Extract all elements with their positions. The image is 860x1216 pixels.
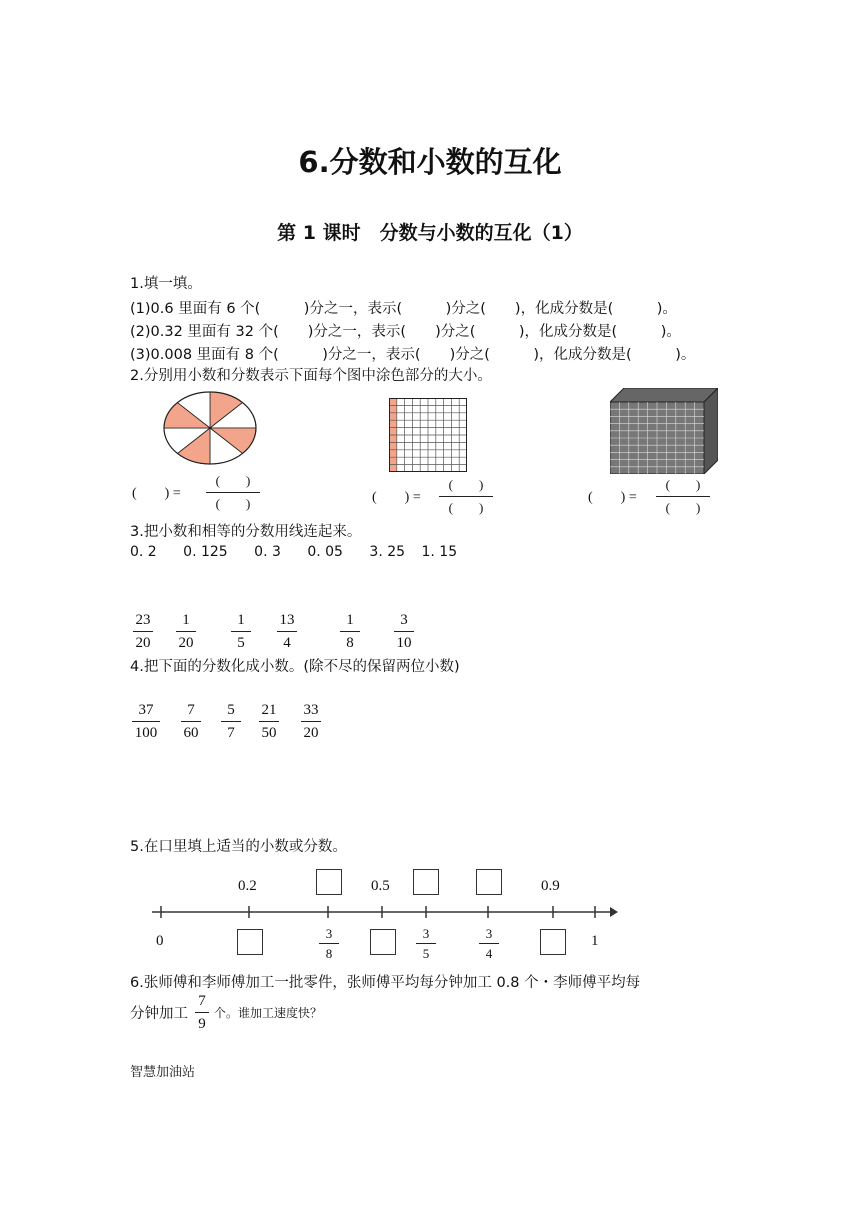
- top-label: 0.9: [541, 878, 560, 894]
- q3-decimals-row: [130, 544, 457, 560]
- q1-line-3: (3)0.008 里面有 8 个( )分之一，表示( )分之( )，化成分数是( )。: [130, 347, 696, 363]
- number-line: [148, 898, 620, 928]
- page-title: 6.分数和小数的互化: [298, 145, 562, 179]
- shaded-circle-figure: [160, 388, 260, 468]
- q5-heading: 5.在口里填上适当的小数或分数。: [130, 839, 347, 855]
- answer-fraction-1[interactable]: ( ) ( ): [203, 472, 263, 513]
- answer-box[interactable]: [237, 929, 263, 955]
- answer-fraction-2[interactable]: ( ) ( ): [436, 476, 496, 517]
- decimal-item[interactable]: 0. 05: [307, 544, 343, 560]
- decimal-item[interactable]: 1. 15: [421, 544, 458, 560]
- bottom-fraction: 3 8: [316, 926, 342, 961]
- q3-fraction-1[interactable]: 23 20: [130, 611, 156, 652]
- q6-line-1: 6.张师傅和李师傅加工一批零件，张师傅平均每分钟加工 0.8 个・李师傅平均每: [130, 975, 641, 991]
- footer-label: 智慧加油站: [130, 1065, 196, 1080]
- decimal-item[interactable]: 3. 25: [369, 544, 406, 560]
- top-label: 0.5: [371, 878, 390, 894]
- q1-line-1: (1)0.6 里面有 6 个( )分之一，表示( )分之( )，化成分数是( )。: [130, 301, 677, 317]
- answer-fraction-3[interactable]: ( ) ( ): [653, 476, 713, 517]
- q1-heading: 1.填一填。: [130, 276, 202, 292]
- decimal-item[interactable]: 0. 2: [130, 544, 157, 560]
- answer-box[interactable]: [413, 869, 439, 895]
- answer-blank-3[interactable]: ( ) =: [588, 490, 637, 505]
- top-label: 0.2: [238, 878, 257, 894]
- thousand-cube-figure: [610, 388, 718, 474]
- q4-heading: 4.把下面的分数化成小数。(除不尽的保留两位小数): [130, 659, 460, 675]
- answer-box[interactable]: [370, 929, 396, 955]
- q4-fraction-3: 5 7: [218, 701, 244, 742]
- q4-fraction-4: 21 50: [256, 701, 282, 742]
- q3-fraction-2[interactable]: 1 20: [173, 611, 199, 652]
- answer-blank-2[interactable]: ( ) =: [372, 490, 421, 505]
- q4-fraction-2: 7 60: [178, 701, 204, 742]
- q6-line-2-pre: 分钟加工: [130, 1006, 188, 1022]
- q4-fraction-1: 37 100: [129, 701, 163, 742]
- bottom-fraction: 3 5: [413, 926, 439, 961]
- q3-fraction-3[interactable]: 1 5: [228, 611, 254, 652]
- q3-heading: 3.把小数和相等的分数用线连起来。: [130, 524, 362, 540]
- bottom-label: 1: [591, 933, 599, 949]
- q3-fraction-6[interactable]: 3 10: [391, 611, 417, 652]
- bottom-label: 0: [156, 933, 164, 949]
- q6-fraction: 7 9: [192, 992, 212, 1033]
- q4-fraction-5: 33 20: [298, 701, 324, 742]
- shaded-grid-figure: [389, 398, 467, 472]
- decimal-item[interactable]: 0. 3: [254, 544, 281, 560]
- answer-box[interactable]: [316, 869, 342, 895]
- decimal-item[interactable]: 0. 125: [183, 544, 228, 560]
- q1-line-2: (2)0.32 里面有 32 个( )分之一，表示( )分之( )，化成分数是( )。: [130, 324, 681, 340]
- answer-blank-1[interactable]: ( ) =: [132, 486, 181, 501]
- q2-heading: 2.分别用小数和分数表示下面每个图中涂色部分的大小。: [130, 368, 492, 384]
- answer-box[interactable]: [540, 929, 566, 955]
- bottom-fraction: 3 4: [476, 926, 502, 961]
- answer-box[interactable]: [476, 869, 502, 895]
- q6-line-2-post: 个。谁加工速度快？: [214, 1006, 323, 1020]
- q3-fraction-5[interactable]: 1 8: [337, 611, 363, 652]
- lesson-subtitle: 第 1 课时 分数与小数的互化（1）: [277, 222, 583, 244]
- q3-fraction-4[interactable]: 13 4: [274, 611, 300, 652]
